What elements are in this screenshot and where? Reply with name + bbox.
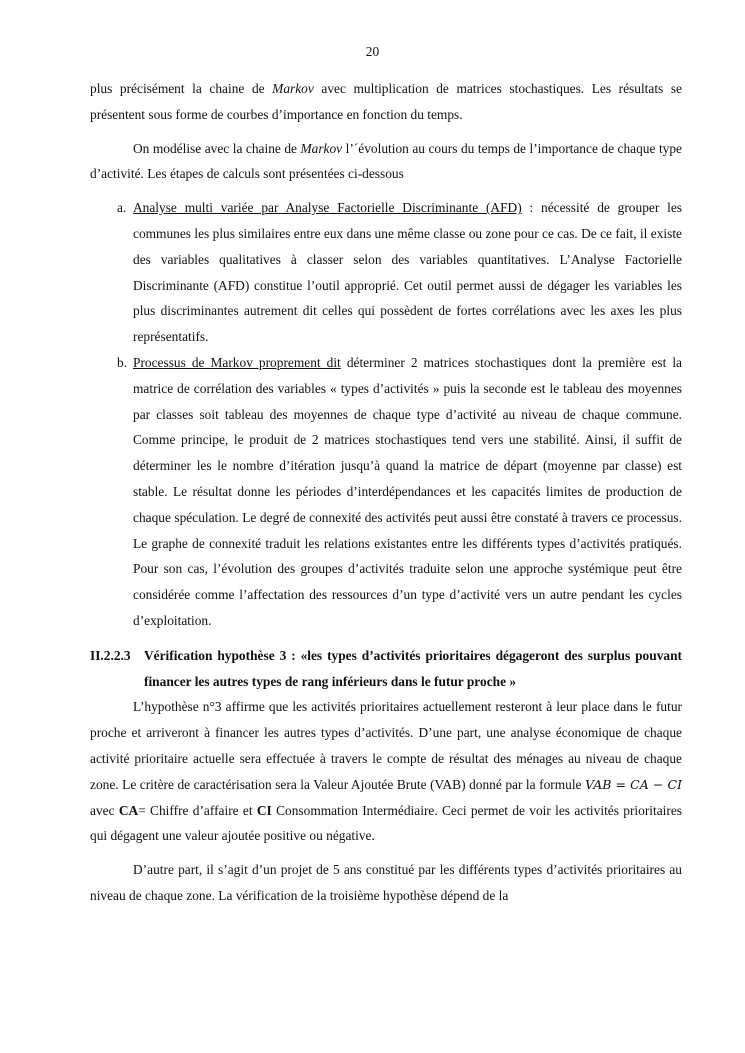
- text-run: avec: [90, 802, 119, 818]
- bold-term-ca: CA: [118, 802, 139, 818]
- bold-term-ci: CI: [256, 802, 272, 818]
- list-item-text: déterminer 2 matrices stochastiques dont la première est la matrice de corrélation des variables « types d’activités » puis la seconde est le tableau des moyennes par classes soit tableau des moyennes de chaque type d’activité au niveau de chaque commune. Comme principe, le produit de 2 matrices stochastiques tend vers une stabilité. Ainsi, il suffit de déterminer les le nombre d’itération jusqu’à quand la matrice de départ (moyenne par classe) est stable. Le résultat donne les périodes d’interdépendances et les capacités limites de production de chaque spéculation. Le degré de connexité des activités peut aussi être constaté à travers ce processus. Le graphe de connexité traduit les relations existantes entre les différents types d’activités pratiqués. Pour son cas, l’évolution des groupes d’activités traduite selon une approche systémique peut être considérée comme l’affectation des ressources d’un type d’activité vers un autre pendant les cycles d’exploitation.: [133, 354, 683, 628]
- paragraph-five-year-project: D’autre part, il s’agit d’un projet de 5 ans constitué par les différents types d’activités prioritaires au niveau de chaque zone. La vérification de la troisième hypothèse dépend de la: [90, 862, 682, 903]
- page-number: 20: [365, 44, 380, 59]
- text-run: plus précisément la chaine de: [90, 81, 273, 96]
- document-body: [90, 76, 682, 909]
- list-item-title: Analyse multi variée par Analyse Factorielle Discriminante (AFD): [133, 200, 522, 216]
- text-run: On modélise avec la chaine de: [133, 140, 301, 156]
- text-run: avec multiplication de matrices stochastiques. Les résultats se présentent sous forme de courbes d’importance en fonction du temps.: [90, 81, 682, 122]
- section-number: II.2.2.3: [90, 647, 131, 663]
- list-item-title: Processus de Markov proprement dit: [133, 354, 341, 370]
- text-run: L’hypothèse n°3 affirme que les activités prioritaires actuellement resteront à leur place dans le futur proche et arriveront à financer les autres types d’activités. D’une part, une analyse économique de chaque activité prioritaire actuelle sera effectuée à travers le compte de résultat des ménages au niveau de chaque zone. Le critère de caractérisation sera la Valeur Ajoutée Brute (VAB) donné par la formule: [90, 699, 682, 792]
- calculation-steps-list: [90, 195, 682, 634]
- paragraph-hypothesis-3: [90, 694, 682, 849]
- paragraph-markov-modeling: [90, 136, 682, 188]
- text-run: Consommation Intermédiaire. Ceci permet de voir les activités prioritaires qui dégagent une valeur ajoutée positive ou négative.: [90, 802, 682, 844]
- text-run: = Chiffre d’affaire et: [138, 802, 257, 818]
- section-heading-hypothesis-3: [90, 643, 682, 695]
- section-title: Vérification hypothèse 3 : «les types d’activités prioritaires dégageront des surplus pouvant financer les autres types de rang inférieurs dans le futur proche »: [144, 647, 682, 689]
- list-item-markov-process: [90, 350, 682, 634]
- list-item-afd: [90, 195, 682, 350]
- italic-term-markov: Markov: [300, 140, 343, 156]
- list-marker: b.: [117, 354, 128, 370]
- paragraph-intro-continuation: [90, 76, 682, 128]
- text-run: l’´évolution au cours du temps de l’importance de chaque type d’activité. Les étapes de calculs sont présentées ci-dessous: [90, 140, 682, 182]
- list-marker: a.: [117, 200, 127, 216]
- italic-term-markov: Markov: [272, 81, 314, 96]
- vab-formula: VAB = CA − CI: [585, 776, 683, 792]
- list-item-text: : nécessité de grouper les communes les plus similaires entre eux dans une même classe ou zone pour ce cas. De ce fait, il existe des variables qualitatives à classer selon des variables quantitatives. L’Analyse Factorielle Discriminante (AFD) constitue l’outil approprié. Cet outil permet aussi de dégager les variables les plus discriminantes autrement dit celles qui possèdent de fortes corrélations avec les axes les plus représentatifs.: [133, 200, 682, 345]
